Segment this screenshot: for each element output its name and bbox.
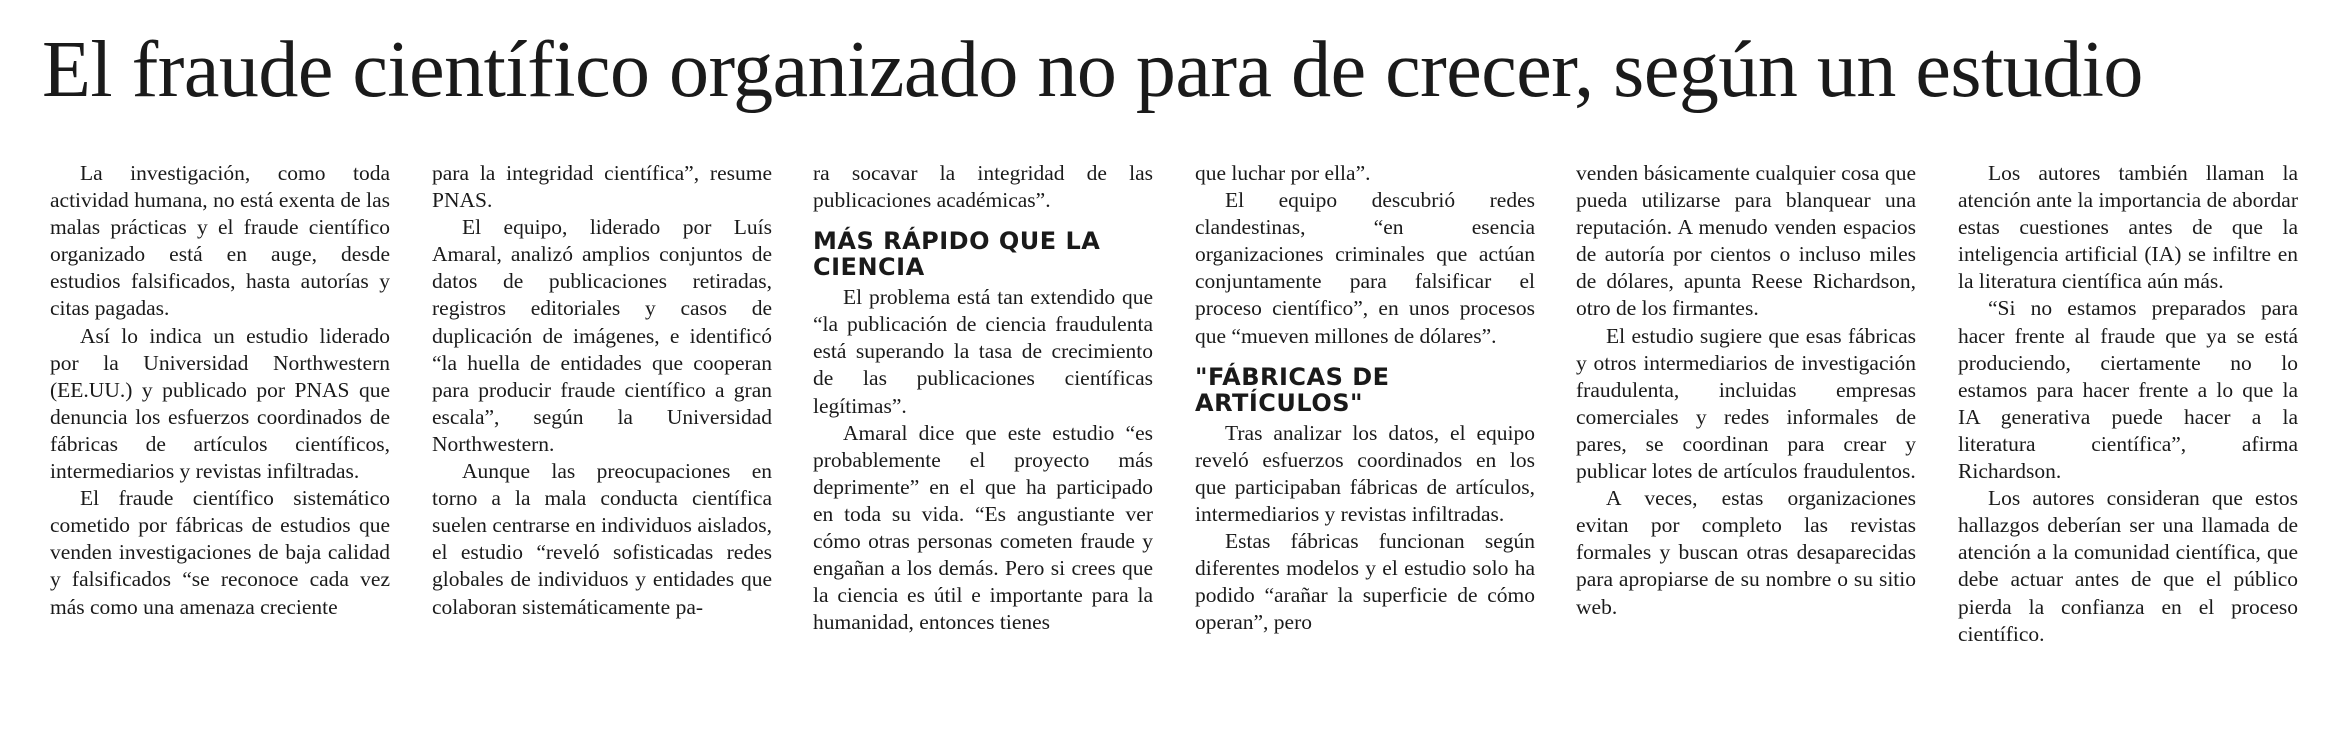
paragraph: “Si no estamos preparados para hacer frente al fraude que ya se está produciendo, ciertamente no lo estamos para hacer frente a lo que la IA generativa puede hacer a la literatura científica”, afirma Richardson. (1958, 296, 2298, 484)
paragraph: Aunque las preocupaciones en torno a la mala conducta científica suelen centrarse en individuos aislados, el estudio “reveló sofisticadas redes globales de individuos y entidades que colaboran sistemáticamente pa- (432, 459, 772, 619)
paragraph: A veces, estas organizaciones evitan por completo las revistas formales y buscan otras desaparecidas para apropiarse de su nombre o su sitio web. (1576, 486, 1916, 619)
paragraph-continuation: para la integridad científica”, resume PNAS. (432, 161, 772, 213)
subheading: MÁS RÁPIDO QUE LA CIENCIA (813, 227, 1101, 282)
paragraph: Estas fábricas funcionan según diferentes modelos y el estudio solo ha podido “arañar la superficie de cómo operan”, pero (1195, 529, 1535, 635)
paragraph-continuation: venden básicamente cualquier cosa que pueda utilizarse para blanquear una reputación. A menudo venden espacios de autoría por cientos o incluso miles de dólares, apunta Reese Richardson, otro de los firmantes. (1576, 161, 1916, 321)
paragraph: El equipo descubrió redes clandestinas, “en esencia organizaciones criminales que actúan conjuntamente para falsificar el proceso científico”, en unos procesos que “mueven millones de dólares”. (1195, 188, 1535, 348)
subheading: "FÁBRICAS DE ARTÍCULOS" (1195, 362, 1390, 417)
article-headline: El fraude científico organizado no para de crecer, según un estudio (42, 26, 2143, 114)
paragraph: Así lo indica un estudio liderado por la Universidad Northwestern (EE.UU.) y publicado por PNAS que denuncia los esfuerzos coordinados de fábricas de artículos científicos, intermediarios y revistas infiltradas. (50, 323, 390, 484)
article-column-4 (1195, 160, 1535, 636)
article-column-5 (1576, 160, 1916, 621)
article-column-1 (50, 160, 390, 621)
paragraph-continuation: que luchar por ella”. (1195, 161, 1371, 185)
paragraph: El problema está tan extendido que “la publicación de ciencia fraudulenta está superando la tasa de crecimiento de las publicaciones científicas legítimas”. (813, 285, 1153, 418)
article-column-2 (432, 160, 772, 621)
paragraph: Amaral dice que este estudio “es probablemente el proyecto más deprimente” en el que ha participado en toda su vida. “Es angustiante ver cómo otras personas cometen fraude y engañan a los demás. Pero si crees que la ciencia es útil e importante para la humanidad, entonces tienes (813, 420, 1153, 635)
paragraph: Los autores también llaman la atención ante la importancia de abordar estas cuestiones antes de que la inteligencia artificial (IA) se infiltre en la literatura científica aún más. (1958, 161, 2298, 294)
paragraph: El fraude científico sistemático cometido por fábricas de estudios que venden investigaciones de baja calidad y falsificados “se reconoce cada vez más como una amenaza creciente (50, 486, 390, 619)
paragraph: El equipo, liderado por Luís Amaral, analizó amplios conjuntos de datos de publicaciones retiradas, registros editoriales y casos de duplicación de imágenes, e identificó “la huella de entidades que cooperan para producir fraude científico a gran escala”, según la Universidad Northwestern. (432, 215, 772, 456)
article-column-3 (813, 160, 1153, 636)
paragraph: Tras analizar los datos, el equipo reveló esfuerzos coordinados en los que participaban fábricas de artículos, intermediarios y revistas infiltradas. (1195, 420, 1535, 526)
paragraph: El estudio sugiere que esas fábricas y otros intermediarios de investigación fraudulenta, incluidas empresas comerciales y redes informales de pares, se coordinan para crear y publicar lotes de artículos fraudulentos. (1576, 323, 1916, 484)
article-column-6 (1958, 160, 2298, 648)
paragraph: La investigación, como toda actividad humana, no está exenta de las malas prácticas y el fraude científico organizado está en auge, desde estudios falsificados, hasta autorías y citas pagadas. (50, 161, 390, 321)
paragraph-continuation: ra socavar la integridad de las publicaciones académicas”. (813, 161, 1153, 213)
paragraph: Los autores consideran que estos hallazgos deberían ser una llamada de atención a la comunidad científica, que debe actuar antes de que el público pierda la confianza en el proceso científico. (1958, 486, 2298, 646)
